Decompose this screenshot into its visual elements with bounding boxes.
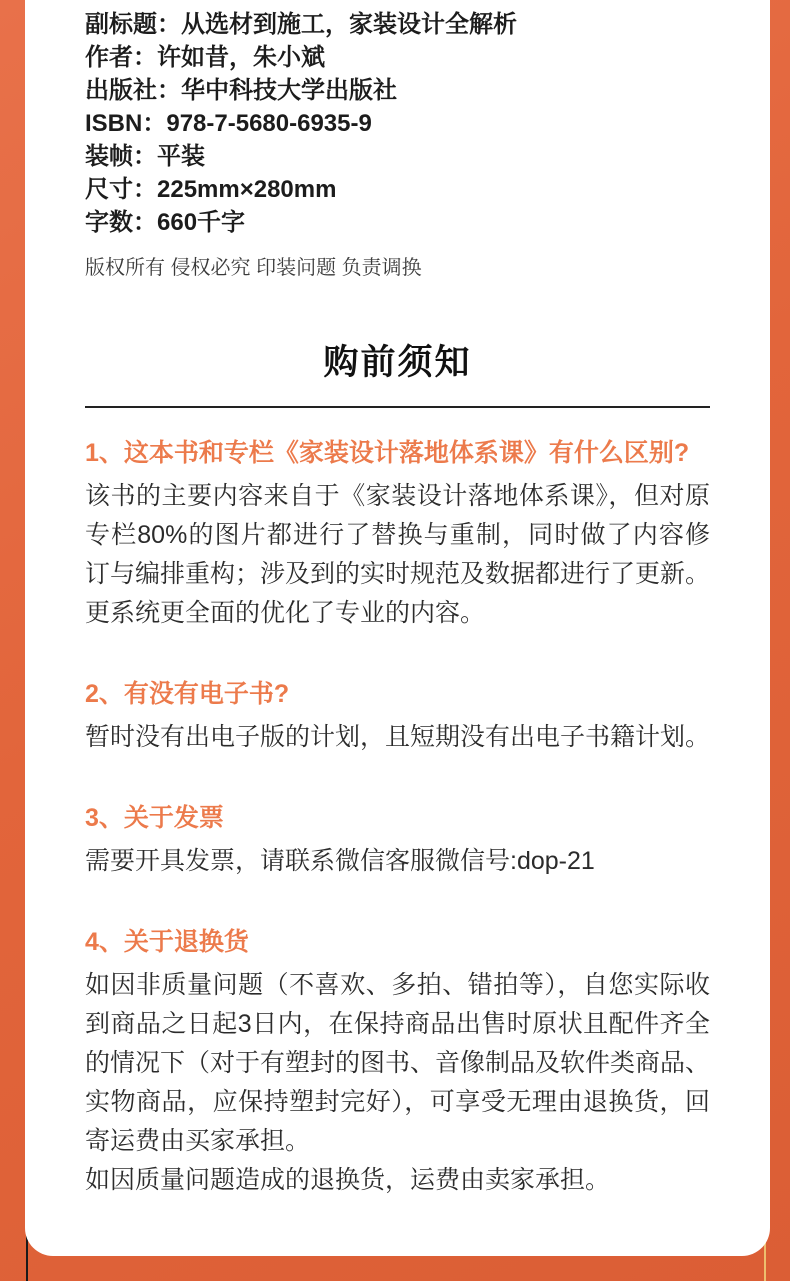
notice-section-title: 购前须知 [323, 343, 472, 382]
meta-row-author [85, 41, 710, 74]
faq-answer: 暂时没有出电子版的计划，且短期没有出电子书籍计划。 [85, 723, 711, 751]
meta-value: 平装 [157, 143, 205, 170]
meta-label: ISBN： [85, 110, 167, 137]
meta-row-binding [85, 140, 710, 173]
meta-value: 许如昔，朱小斌 [157, 44, 325, 71]
meta-value: 978-7-5680-6935-9 [166, 110, 372, 137]
faq-question: 4、关于退换货 [85, 928, 249, 956]
meta-row-size [85, 173, 710, 206]
meta-label: 尺寸： [85, 176, 157, 203]
meta-value: 660千字 [157, 209, 246, 236]
meta-row-subtitle [85, 8, 710, 41]
faq-answer: 该书的主要内容来自于《家装设计落地体系课》，但对原专栏80%的图片都进行了替换与重制，同时做了内容修订与编排重构；涉及到的实时规范及数据都进行了更新。更系统更全面的优化了专业的内容。 [85, 482, 711, 627]
meta-value: 从选材到施工，家装设计全解析 [181, 11, 517, 38]
meta-label: 装帧： [85, 143, 157, 170]
meta-value: 225mm×280mm [157, 176, 337, 203]
faq-item-2 [85, 677, 710, 757]
meta-label: 副标题： [85, 11, 181, 38]
meta-row-publisher [85, 74, 710, 107]
meta-label: 作者： [85, 44, 157, 71]
faq-item-3 [85, 801, 710, 881]
faq-question: 2、有没有电子书? [85, 680, 290, 708]
meta-label: 出版社： [85, 77, 181, 104]
divider-rule [85, 406, 710, 408]
faq-item-1 [85, 436, 710, 633]
faq-answer: 如因非质量问题（不喜欢、多拍、错拍等），自您实际收到商品之日起3日内，在保持商品出售时原状且配件齐全的情况下（对于有塑封的图书、音像制品及软件类商品、实物商品，应保持塑封完好），可享受无理由退换货，回寄运费由买家承担。 [85, 971, 711, 1155]
copyright-note: 版权所有 侵权必究 印装问题 负责调换 [85, 257, 422, 279]
meta-value: 华中科技大学出版社 [181, 77, 397, 104]
meta-row-isbn [85, 107, 710, 140]
faq-question: 3、关于发票 [85, 804, 224, 832]
book-meta-list [85, 8, 710, 239]
meta-row-wordcount [85, 206, 710, 239]
faq-question: 1、这本书和专栏《家装设计落地体系课》有什么区别? [85, 439, 690, 467]
meta-label: 字数： [85, 209, 157, 236]
faq-answer: 需要开具发票，请联系微信客服微信号:dop-21 [85, 847, 595, 875]
faq-list [85, 436, 710, 1200]
faq-item-4 [85, 925, 710, 1200]
content-card [25, 0, 770, 1256]
faq-answer: 如因质量问题造成的退换货，运费由卖家承担。 [85, 1166, 611, 1194]
